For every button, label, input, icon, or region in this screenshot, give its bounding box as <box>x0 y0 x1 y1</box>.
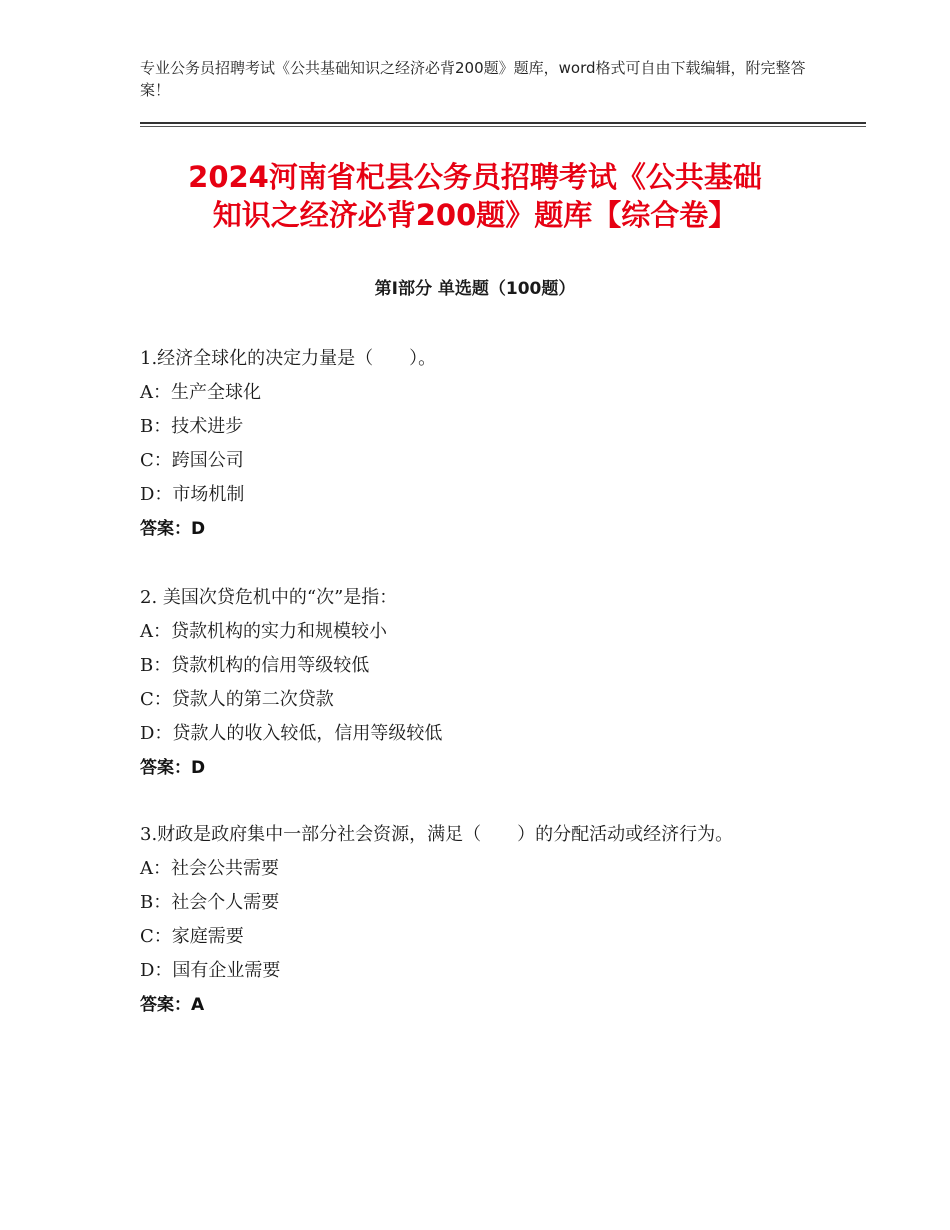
question-1 <box>140 342 800 546</box>
document-title <box>120 158 830 234</box>
answer: 答案：D <box>140 519 206 539</box>
question-2 <box>140 581 800 785</box>
option-a: A：贷款机构的实力和规模较小 <box>140 621 387 642</box>
option-b: B：贷款机构的信用等级较低 <box>140 655 370 676</box>
title-line-2: 知识之经济必背200题》题库【综合卷】 <box>212 198 738 232</box>
option-b: B：社会个人需要 <box>140 892 280 913</box>
option-c: C：贷款人的第二次贷款 <box>140 689 334 710</box>
option-b: B：技术进步 <box>140 416 244 437</box>
option-d: D：国有企业需要 <box>140 960 281 981</box>
option-c: C：家庭需要 <box>140 926 244 947</box>
header-note: 专业公务员招聘考试《公共基础知识之经济必背200题》题库，word格式可自由下载编辑，附完整答案！ <box>140 59 806 99</box>
section-heading: 第I部分 单选题（100题） <box>374 279 576 299</box>
answer: 答案：A <box>140 995 205 1015</box>
question-stem: 1.经济全球化的决定力量是（ ）。 <box>140 348 437 369</box>
option-d: D：贷款人的收入较低，信用等级较低 <box>140 723 443 744</box>
question-3 <box>140 820 800 1022</box>
header-rule-thick <box>140 122 866 124</box>
option-a: A：生产全球化 <box>140 382 261 403</box>
title-line-1: 2024河南省杞县公务员招聘考试《公共基础 <box>188 160 762 194</box>
question-stem: 3.财政是政府集中一部分社会资源，满足（ ）的分配活动或经济行为。 <box>140 824 734 845</box>
answer: 答案：D <box>140 758 206 778</box>
option-c: C：跨国公司 <box>140 450 244 471</box>
option-a: A：社会公共需要 <box>140 858 279 879</box>
option-d: D：市场机制 <box>140 484 245 505</box>
header-rule-thin <box>140 126 866 127</box>
question-stem: 2. 美国次贷危机中的“次”是指： <box>140 587 398 608</box>
